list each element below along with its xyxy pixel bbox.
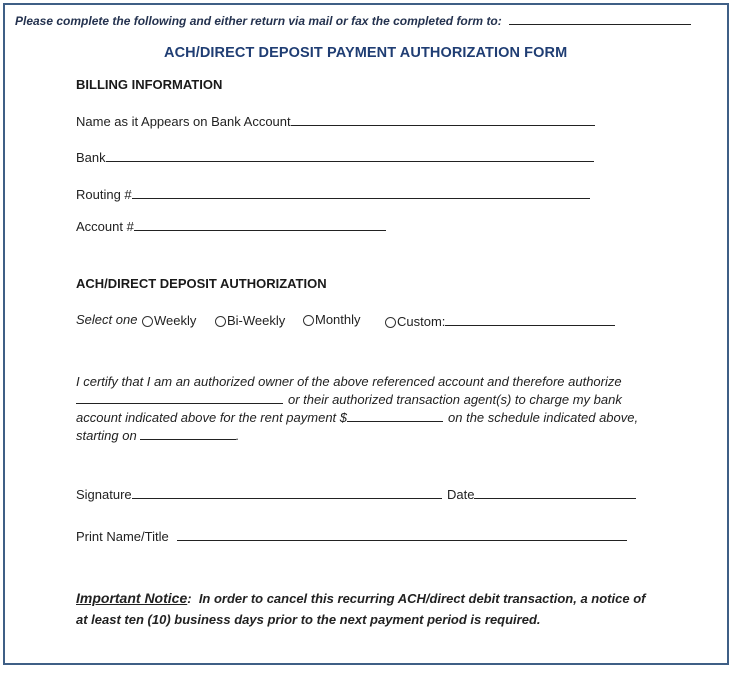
- monthly-label: Monthly: [315, 312, 361, 327]
- signature-field[interactable]: [132, 486, 442, 499]
- select-one-label: Select one: [76, 312, 138, 327]
- account-number-label: Account #: [76, 219, 134, 234]
- monthly-radio[interactable]: [303, 315, 314, 326]
- notice-colon: :: [187, 591, 192, 606]
- routing-field[interactable]: [132, 186, 590, 199]
- custom-frequency-field[interactable]: [445, 313, 615, 326]
- date-field[interactable]: [474, 486, 636, 499]
- account-name-field[interactable]: [291, 113, 595, 126]
- form-title: ACH/DIRECT DEPOSIT PAYMENT AUTHORIZATION FORM: [164, 45, 568, 61]
- account-name-row: [76, 113, 595, 129]
- signature-row: [76, 486, 442, 502]
- billing-heading: BILLING INFORMATION: [76, 77, 223, 92]
- bank-label: Bank: [76, 150, 106, 165]
- frequency-row: [76, 312, 137, 327]
- notice-label: Important Notice: [76, 590, 188, 606]
- certification-line-1: I certify that I am an authorized owner of the above referenced account and therefore authorize: [76, 374, 622, 389]
- notice-line-1: [76, 588, 645, 609]
- notice-text-2: at least ten (10) business days prior to the next payment period is required.: [76, 612, 541, 627]
- routing-label: Routing #: [76, 187, 132, 202]
- routing-row: [76, 186, 590, 202]
- form-border: [3, 3, 729, 665]
- date-label: Date: [447, 487, 475, 502]
- return-destination-field[interactable]: [509, 12, 691, 25]
- account-name-label: Name as it Appears on Bank Account: [76, 114, 291, 129]
- weekly-radio[interactable]: [142, 316, 153, 327]
- bank-field[interactable]: [106, 149, 594, 162]
- signature-label: Signature: [76, 487, 132, 502]
- certification-line-2-text: or their authorized transaction agent(s) to charge my bank: [288, 392, 622, 407]
- authorized-payee-field[interactable]: [76, 391, 283, 404]
- return-instruction: [15, 12, 691, 28]
- certification-paragraph: [76, 373, 638, 445]
- option-weekly[interactable]: [142, 313, 196, 328]
- starting-on-label: starting on: [76, 428, 137, 443]
- weekly-label: Weekly: [154, 313, 197, 328]
- option-monthly[interactable]: [303, 312, 361, 327]
- date-row: [447, 486, 636, 502]
- period: .: [235, 428, 240, 443]
- start-date-field[interactable]: [140, 427, 236, 440]
- authorization-heading: ACH/DIRECT DEPOSIT AUTHORIZATION: [76, 276, 327, 291]
- account-number-row: [76, 218, 386, 234]
- bank-row: [76, 149, 594, 165]
- important-notice: [76, 588, 645, 630]
- account-number-field[interactable]: [134, 218, 386, 231]
- bi-weekly-label: Bi-Weekly: [227, 313, 286, 328]
- certification-line-3-text: account indicated above for the rent payment $: [76, 410, 348, 425]
- rent-amount-field[interactable]: [347, 409, 443, 422]
- bi-weekly-radio[interactable]: [215, 316, 226, 327]
- certification-line-3: [76, 409, 638, 427]
- option-custom[interactable]: [385, 313, 615, 329]
- notice-text-1: In order to cancel this recurring ACH/direct debit transaction, a notice of: [198, 591, 646, 606]
- print-name-label: Print Name/Title: [76, 529, 169, 544]
- return-instruction-text: Please complete the following and either return via mail or fax the completed form to:: [15, 14, 502, 28]
- certification-line-2: [76, 391, 638, 409]
- option-bi-weekly[interactable]: [215, 313, 285, 328]
- custom-radio[interactable]: [385, 317, 396, 328]
- certification-line-4: [76, 427, 638, 445]
- certification-line-3-suffix: on the schedule indicated above,: [448, 410, 639, 425]
- print-name-row: [76, 528, 627, 544]
- print-name-field[interactable]: [177, 528, 627, 541]
- custom-label: Custom:: [397, 314, 446, 329]
